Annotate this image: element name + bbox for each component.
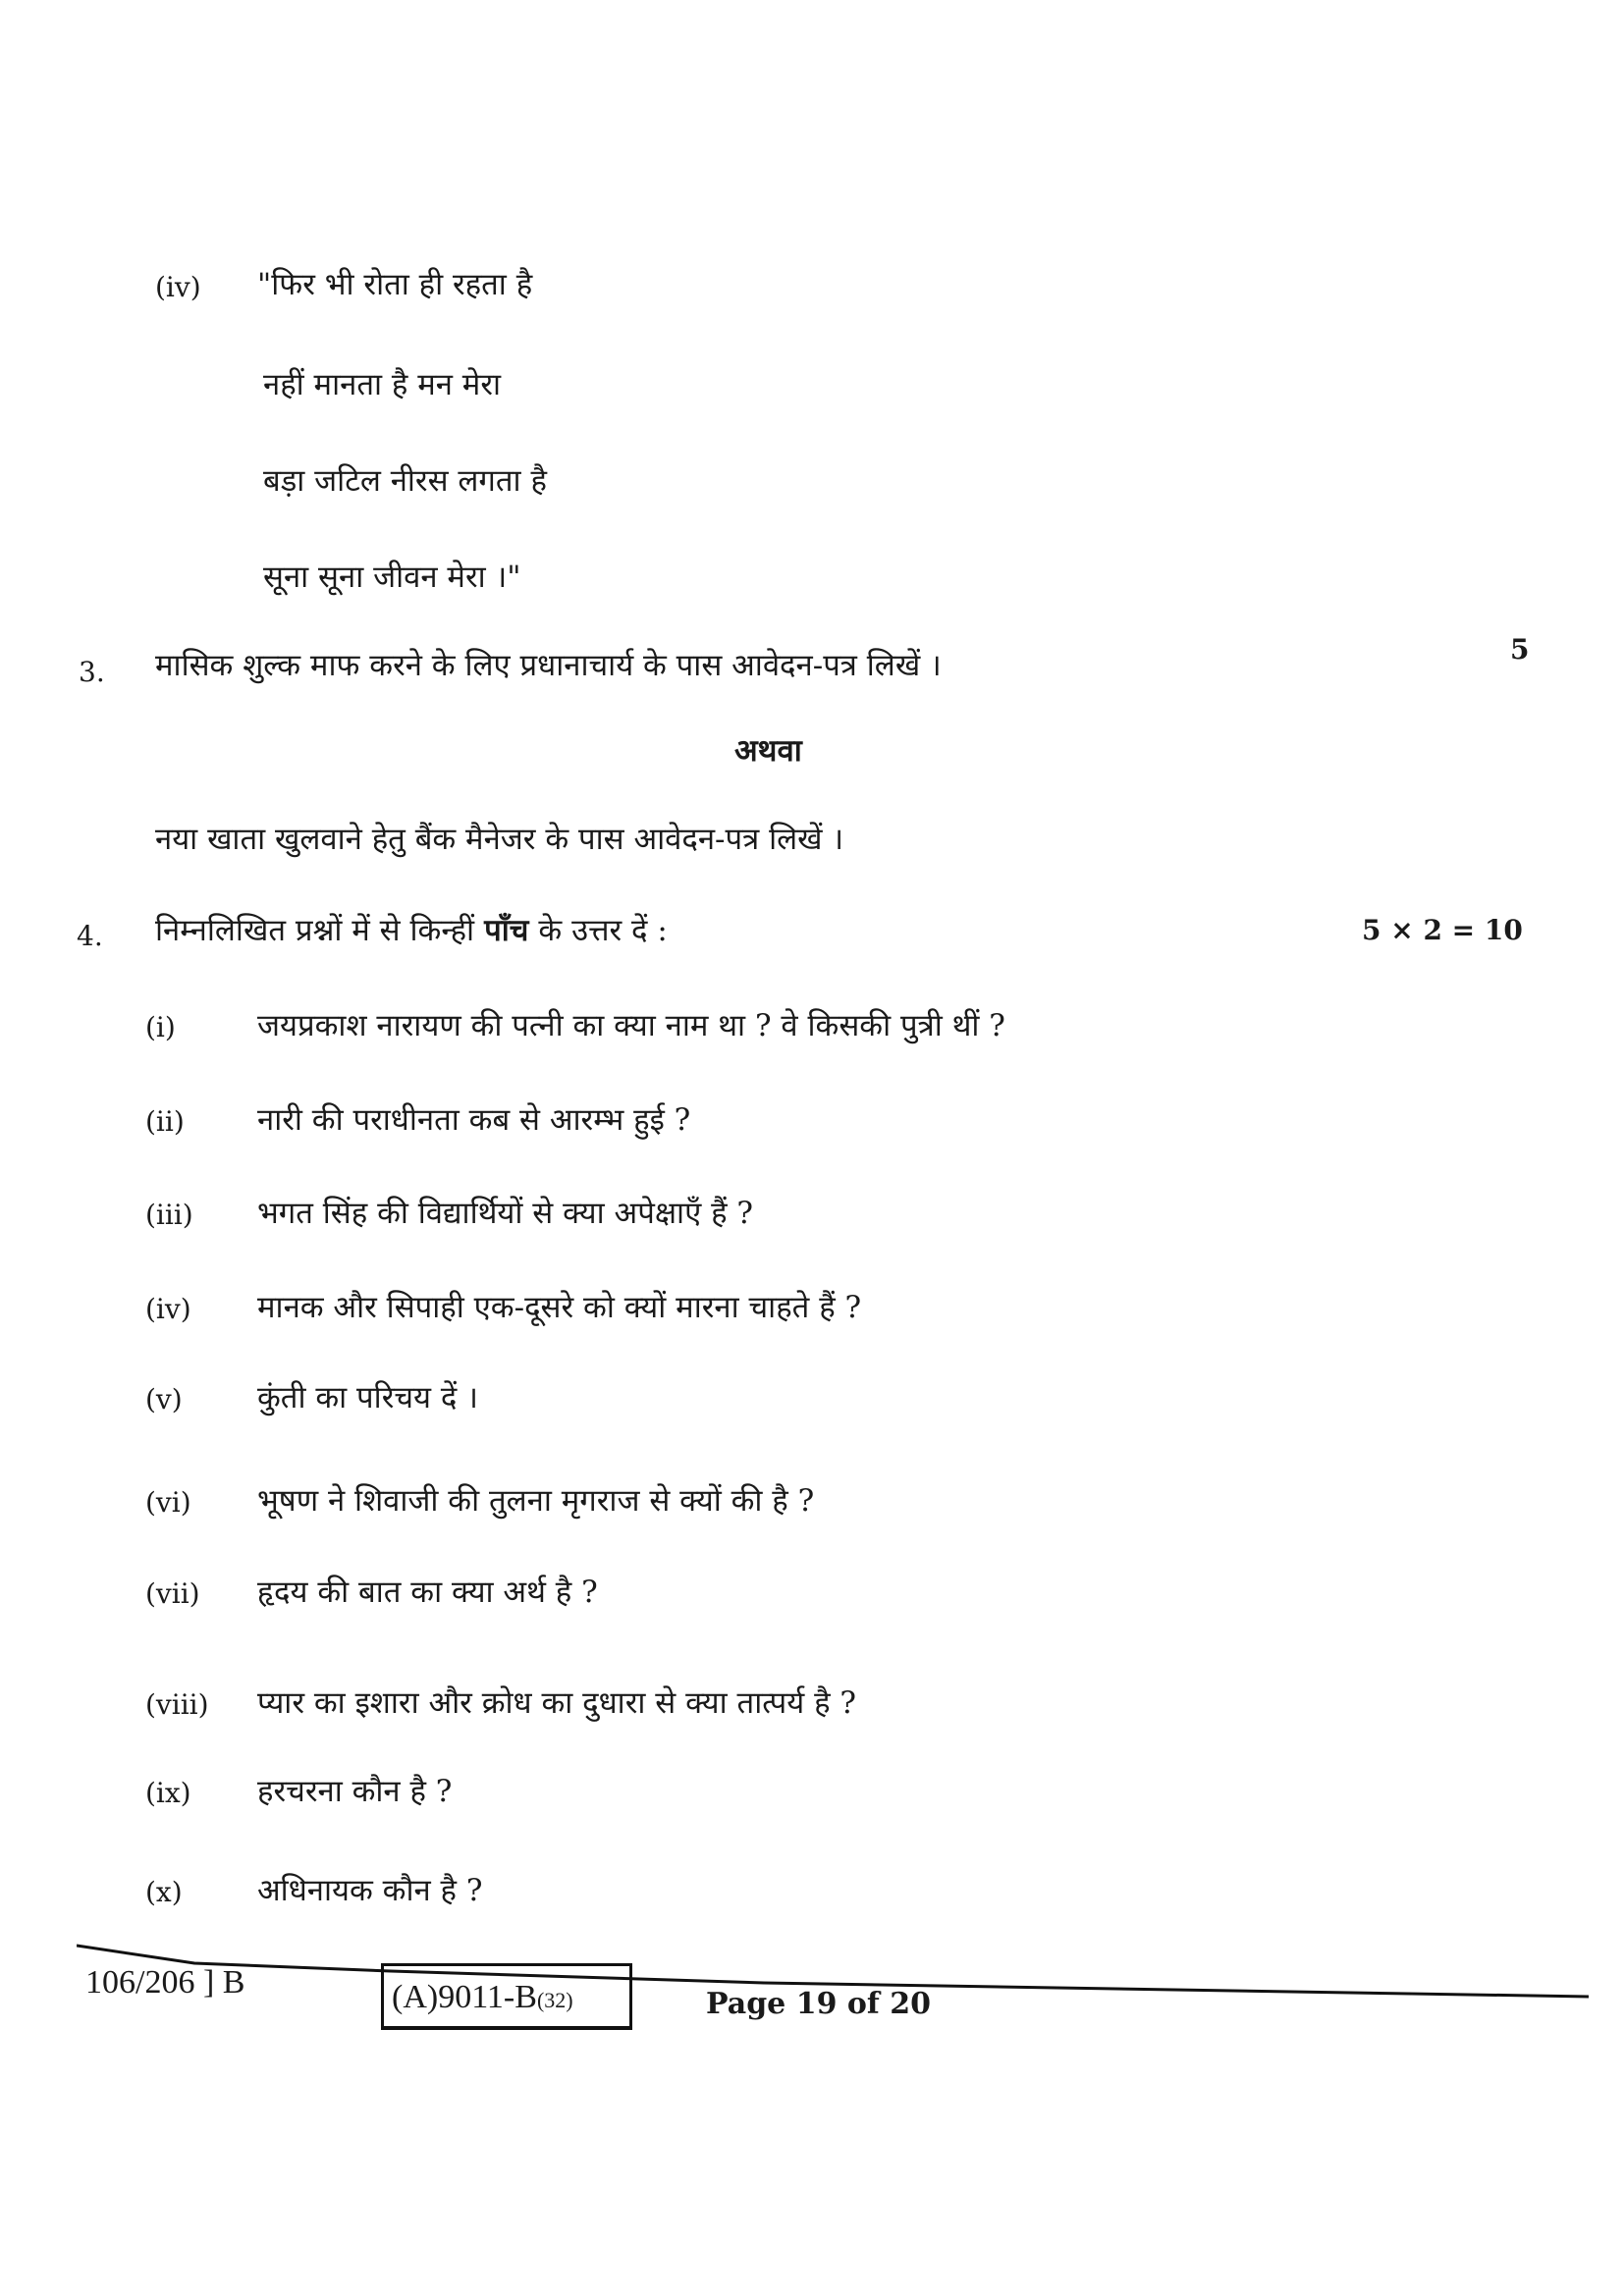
sub-question-label: (vii) [145,1577,200,1610]
sub-question-text: भगत सिंह की विद्यार्थियों से क्या अपेक्षाएँ हैं ? [257,1196,754,1231]
sub-question-text: प्यार का इशारा और क्रोध का दुधारा से क्या तात्पर्य है ? [257,1685,857,1721]
sub-question-text: अधिनायक कौन है ? [257,1873,483,1908]
sub-question-label: (iii) [145,1199,193,1231]
footer-subject-code: 106/206 ] B [85,1964,245,2001]
sub-question-label: (vi) [145,1486,191,1519]
question-marks: 5 [1510,633,1530,666]
question-text-part: के उत्तर दें : [538,913,668,948]
question-text [155,911,668,950]
sub-question-label: (i) [145,1011,176,1043]
or-heading: अथवा [734,733,802,769]
sub-question-text: हरचरना कौन है ? [257,1774,453,1809]
poem-line: नहीं मानता है मन मेरा [263,367,502,402]
sub-question-text: मानक और सिपाही एक-दूसरे को क्यों मारना चाहते हैं ? [257,1290,862,1325]
question-text: मासिक शुल्क माफ करने के लिए प्रधानाचार्य के पास आवेदन-पत्र लिखें । [155,648,942,683]
sub-question-label: (v) [145,1383,183,1415]
poem-line: सूना सूना जीवन मेरा ।" [263,560,521,595]
sub-question-text: जयप्रकाश नारायण की पत्नी का क्या नाम था ? वे किसकी पुत्री थीं ? [257,1008,1005,1043]
alternate-question-text: नया खाता खुलवाने हेतु बैंक मैनेजर के पास आवेदन-पत्र लिखें । [155,822,844,857]
sub-question-label: (x) [145,1876,183,1908]
sub-question-text: भूषण ने शिवाजी की तुलना मृगराज से क्यों की है ? [257,1483,815,1519]
poem-line: बड़ा जटिल नीरस लगता है [263,463,547,499]
sub-question-text: हृदय की बात का क्या अर्थ है ? [257,1575,598,1610]
question-number: 4. [77,920,103,952]
question-number: 3. [79,656,105,688]
question-marks: 5 × 2 = 10 [1362,914,1523,946]
sub-question-label: (ix) [145,1777,191,1809]
sub-question-label: (iv) [145,1293,191,1325]
poem-line: "फिर भी रोता ही रहता है [257,267,533,302]
question-emphasis: पाँच [484,913,529,948]
paper-code-suffix: (32) [536,1988,573,2012]
question-text-part: निम्नलिखित प्रश्नों में से किन्हीं [155,913,475,948]
poem-label: (iv) [155,271,201,303]
paper-code: (A)9011-B [392,1979,537,2015]
sub-question-label: (viii) [145,1688,209,1721]
sub-question-text: नारी की पराधीनता कब से आरम्भ हुई ? [257,1102,691,1138]
paper-code-box [381,1963,632,2030]
sub-question-text: कुंती का परिचय दें । [257,1380,478,1415]
page-number: Page 19 of 20 [706,1987,931,2021]
sub-question-label: (ii) [145,1105,185,1138]
